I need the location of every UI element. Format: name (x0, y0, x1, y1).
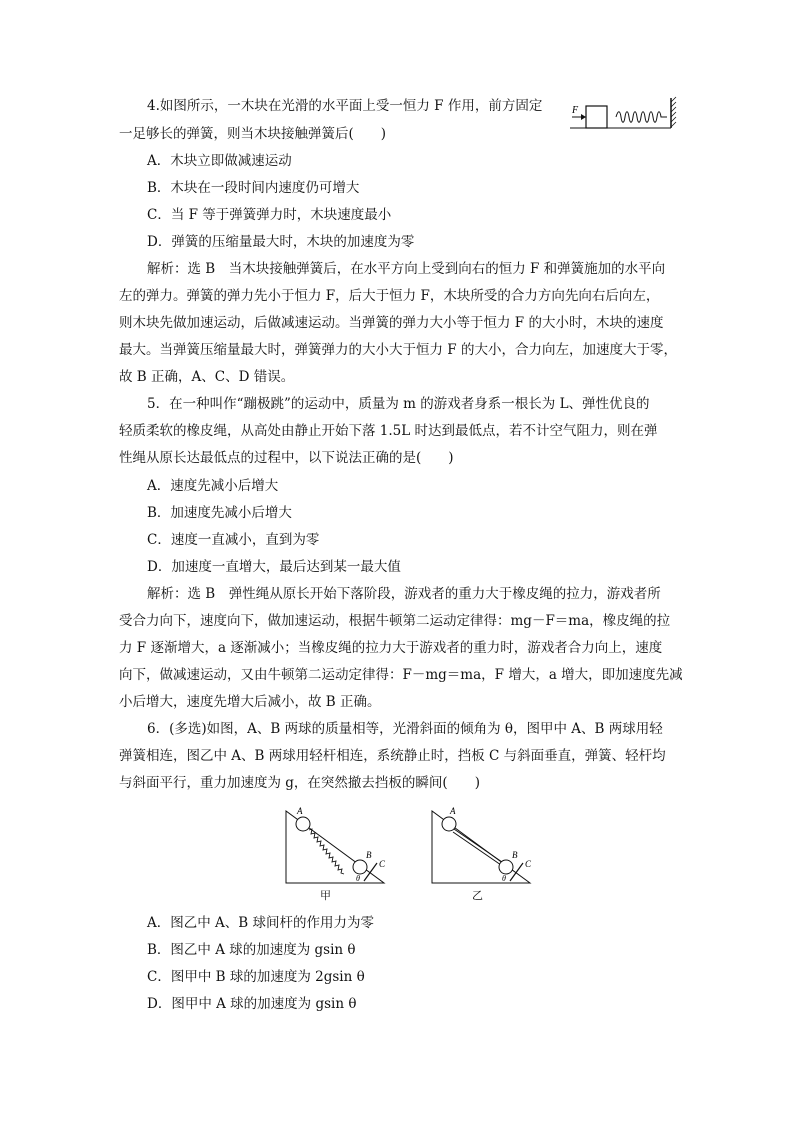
q4-analysis-line-3: 则木块先做加速运动，后做减速运动。当弹簧的弹力大小等于恒力 F 的大小时，木块的速度 (119, 315, 664, 331)
q6-stem-line-3: 与斜面平行，重力加速度为 g，在突然撤去挡板的瞬间( ) (119, 775, 480, 791)
label-a: A (297, 806, 303, 816)
q4-analysis-line-5: 故 B 正确，A、C、D 错误。 (119, 369, 295, 385)
label-theta: θ (502, 874, 506, 883)
q5-stem-line-1: 5．在一种叫作“蹦极跳”的运动中，质量为 m 的游戏者身系一根长为 L、弹性优良的 (147, 396, 650, 412)
q4-stem-line-1: 4.如图所示，一木块在光滑的水平面上受一恒力 F 作用，前方固定 (147, 98, 543, 114)
q5-analysis-line-1: 解析：选 B 弹性绳从原长开始下落阶段，游戏者的重力大于橡皮绳的拉力，游戏者所 (147, 586, 661, 602)
label-b: B (366, 850, 372, 860)
q4-analysis-line-4: 最大。当弹簧压缩量最大时，弹簧弹力的大小大于恒力 F 的大小，合力向左，加速度大于零， (119, 342, 677, 358)
q5-analysis-line-4: 向下，做减速运动，又由牛顿第二运动定律得：F－mg＝ma，F 增大，a 增大，即加速度先减 (119, 667, 683, 683)
label-theta: θ (356, 874, 360, 883)
q6-figure-left-spring (280, 805, 390, 891)
ball-b (353, 860, 367, 874)
q5-analysis-line-3: 力 F 逐渐增大，a 逐渐减小；当橡皮绳的拉力大于游戏者的重力时，游戏者合力向上，速度 (119, 640, 663, 656)
q6-option-b: B．图乙中 A 球的加速度为 gsin θ (147, 942, 356, 958)
q4-option-b: B．木块在一段时间内速度仍可增大 (147, 180, 360, 196)
q6-figure-right-rod (426, 805, 536, 891)
caption-left: 甲 (320, 889, 331, 902)
ball-b (499, 860, 513, 874)
force-f-label: F (572, 105, 579, 116)
q6-option-c: C．图甲中 B 球的加速度为 2gsin θ (147, 969, 365, 985)
q5-analysis-line-2: 受合力向下，速度向下，做加速运动，根据牛顿第二运动定律得：mg－F＝ma，橡皮绳的拉 (119, 613, 671, 629)
ball-a (296, 817, 310, 831)
q6-stem-line-1: 6．(多选)如图，A、B 两球的质量相等，光滑斜面的倾角为 θ，图甲中 A、B 两球用轻 (147, 721, 663, 737)
q6-option-a: A．图乙中 A、B 球间杆的作用力为零 (147, 915, 375, 931)
wooden-block (586, 106, 607, 128)
ball-a (442, 817, 456, 831)
q4-block-spring-figure (568, 96, 683, 134)
label-c: C (525, 859, 532, 869)
q4-option-d: D．弹簧的压缩量最大时，木块的加速度为零 (147, 234, 415, 250)
label-a: A (450, 806, 456, 816)
q4-analysis-line-1: 解析：选 B 当木块接触弹簧后，在水平方向上受到向右的恒力 F 和弹簧施加的水平向 (147, 261, 666, 277)
caption-right: 乙 (472, 889, 483, 902)
label-b: B (512, 850, 518, 860)
q5-option-d: D．加速度一直增大，最后达到某一最大值 (147, 559, 401, 575)
q4-analysis-line-2: 左的弹力。弹簧的弹力先小于恒力 F，后大于恒力 F，木块所受的合力方向先向右后向左， (119, 288, 660, 304)
q5-stem-line-3: 性绳从原长达最低点的过程中，以下说法正确的是( ) (119, 450, 454, 466)
q5-option-b: B．加速度先减小后增大 (147, 505, 292, 521)
q4-option-a: A．木块立即做减速运动 (147, 153, 292, 169)
q4-option-c: C．当 F 等于弹簧弹力时，木块速度最小 (147, 207, 392, 223)
q4-stem-line-2: 一足够长的弹簧，则当木块接触弹簧后( ) (119, 126, 387, 142)
q5-option-a: A．速度先减小后增大 (147, 478, 279, 494)
label-c: C (379, 859, 386, 869)
q5-option-c: C．速度一直减小，直到为零 (147, 532, 320, 548)
q5-stem-line-2: 轻质柔软的橡皮绳，从高处由静止开始下落 1.5L 时达到最低点，若不计空气阻力，则在弹 (119, 423, 658, 439)
q6-stem-line-2: 弹簧相连，图乙中 A、B 两球用轻杆相连，系统静止时，挡板 C 与斜面垂直，弹簧、轻杆均 (119, 748, 666, 764)
q6-option-d: D．图甲中 A 球的加速度为 gsin θ (147, 996, 357, 1012)
q5-analysis-line-5: 小后增大，速度先增大后减小，故 B 正确。 (119, 694, 381, 710)
